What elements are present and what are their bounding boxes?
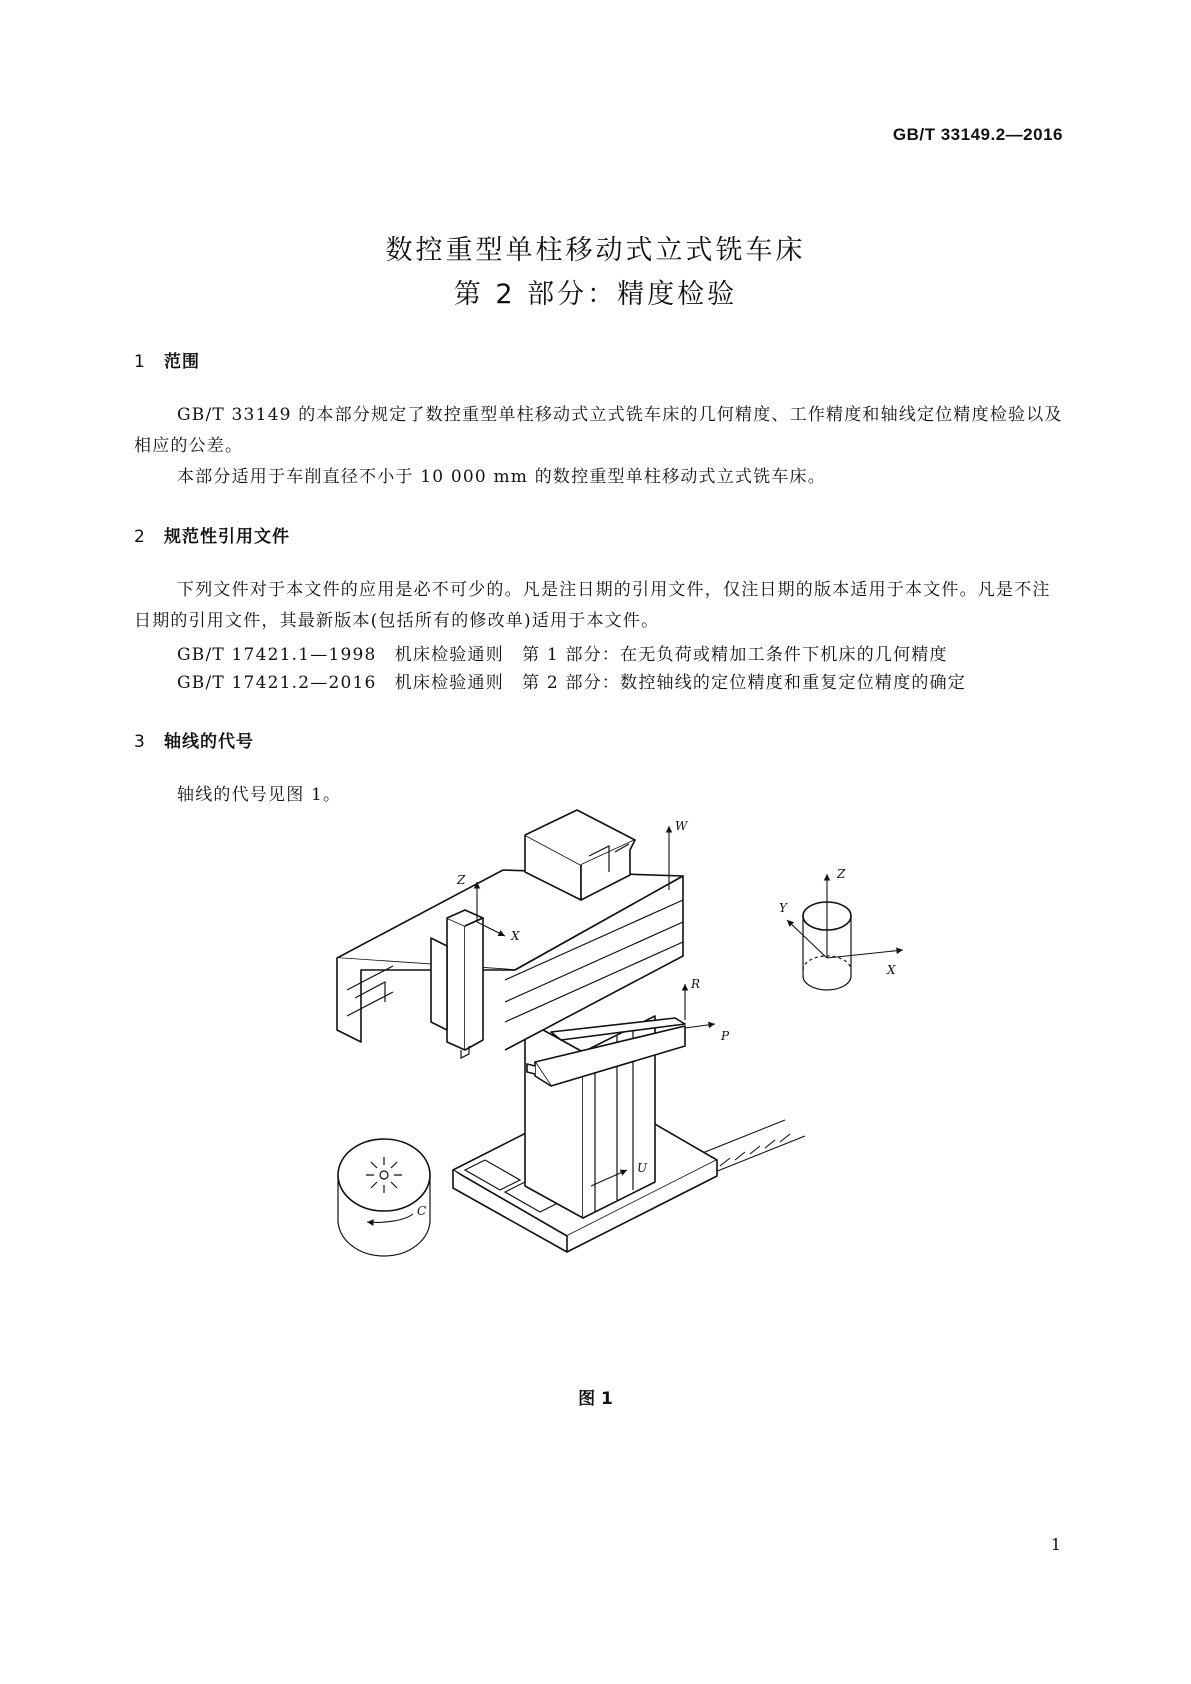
machine-axes-drawing [355,819,965,1290]
scope-paragraph-2: 本部分适用于车削直径不小于 10 000 mm 的数控重型单柱移动式立式铣车床。 [177,467,826,487]
axis-label-u: U [637,1161,648,1175]
reference-item: GB/T 17421.1—1998 机床检验通则 第 1 部分：在无负荷或精加工条件下机床的几何精度 [177,645,948,665]
page-number: 1 [1050,1535,1061,1554]
section-number: 2 [134,527,146,547]
section-number: 1 [134,352,146,372]
coord-label-z: Z [837,867,846,881]
document-title: 数控重型单柱移动式立式铣车床 [385,235,806,266]
axis-label-w: W [675,819,688,833]
section-title: 轴线的代号 [164,732,254,752]
axis-label-c: C [417,1204,427,1218]
references-intro-paragraph: 下列文件对于本文件的应用是必不可少的。凡是注日期的引用文件，仅注日期的版本适用于本文件。凡是不注日期的引用文件，其最新版本(包括所有的修改单)适用于本文件。 [134,580,1051,631]
standard-code: GB/T 33149.2—2016 [892,125,1063,144]
axis-label-x: X [511,929,520,943]
document-subtitle: 第 2 部分：精度检验 [453,279,738,310]
coord-label-x: X [887,963,896,977]
axis-designation-paragraph: 轴线的代号见图 1。 [177,785,342,805]
section-1-heading [134,347,200,372]
axis-label-z: Z [457,873,466,887]
section-number: 3 [134,732,146,752]
section-title: 规范性引用文件 [164,527,290,547]
section-2-heading [134,522,290,547]
reference-item: GB/T 17421.2—2016 机床检验通则 第 2 部分：数控轴线的定位精度和重复定位精度的确定 [177,673,966,693]
rotary-table [338,1139,430,1256]
scope-paragraph-1: GB/T 33149 的本部分规定了数控重型单柱移动式立式铣车床的几何精度、工作精度和轴线定位精度检验以及相应的公差。 [134,405,1063,456]
axis-label-r: R [691,977,701,991]
section-title: 范围 [164,352,200,372]
coord-label-y: Y [779,901,787,915]
figure-1 [355,819,965,1294]
figure-caption: 图 1 [578,1389,613,1409]
coordinate-system [787,874,903,990]
section-3-heading [134,727,254,752]
axis-label-p: P [721,1029,730,1043]
